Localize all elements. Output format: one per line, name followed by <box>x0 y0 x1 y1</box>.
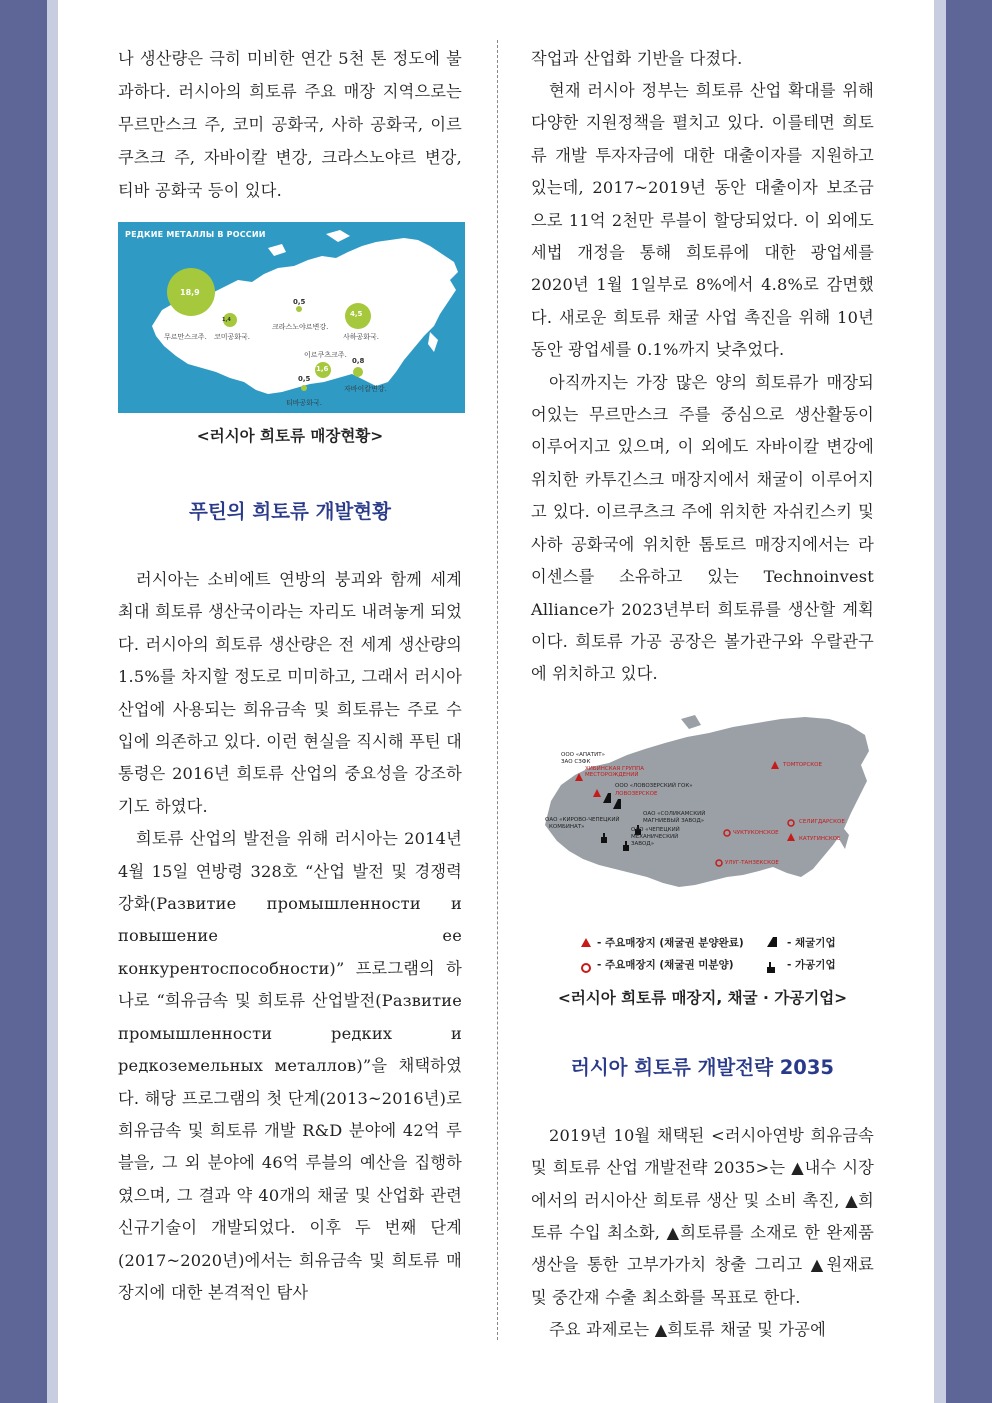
label-khibiny-1: ХИБИНСКАЯ ГРУППА <box>585 765 645 772</box>
russia-map-graphic <box>118 222 465 413</box>
label-chepetsk-1: ОАО «ЧЕПЕЦКИЙ <box>631 826 680 833</box>
page-border-right <box>946 0 992 1403</box>
label-irkutsk: 이르쿠츠크주. <box>304 351 347 359</box>
legend-triangle-icon <box>581 938 591 947</box>
island-north <box>326 230 350 242</box>
heading-putin-development: 푸틴의 희토류 개발현황 <box>189 500 391 523</box>
label-solikamsk-1: ОАО «СОЛИКАМСКИЙ <box>643 810 706 817</box>
deposits-map-legend <box>531 935 871 980</box>
russia-landmass-grey <box>545 717 869 887</box>
legend-circle-icon <box>582 964 590 972</box>
label-lovozero-gok: ООО «ЛОВОЗЕРСКИЙ ГОК» <box>615 782 693 789</box>
value-sakha: 4,5 <box>350 310 363 318</box>
page-border-left <box>0 0 47 1403</box>
legend-allocated: - 주요매장지 (채굴권 분양완료) <box>597 936 744 949</box>
legend-processing-icon <box>767 962 775 973</box>
label-seligdar: СЕЛИГДАРСКОЕ <box>799 818 845 825</box>
label-murmansk: 무르만스크주. <box>164 333 207 341</box>
label-chepetsk-3: ЗАВОД» <box>631 840 655 847</box>
label-chepetsk-2: МЕХАНИЧЕСКИЙ <box>631 833 679 840</box>
column-divider <box>497 40 498 1340</box>
page-border-right-inner <box>934 0 946 1403</box>
paragraph-putin-1: 러시아는 소비에트 연방의 붕괴와 함께 세계 최대 희토류 생산국이라는 자리도 내려놓게 되었다. 러시아의 희토류 생산량은 전 세계 생산량의 1.5%를 차지할 정도로 미미하고, 그래서 러시아 산업에 사용되는 희유금속 및 희토류는 주로 수입에 의존하고 있다. 이런 현실을 직시해 푸틴 대통령은 2016년 희토류 산업의 중요성을 강조하기도 하였다. <box>118 570 462 816</box>
value-krasnoyarsk: 0,5 <box>293 298 306 306</box>
label-kirovo-2: КОМБИНАТ» <box>549 823 585 830</box>
label-zabaikalsky: 자바이칼변강. <box>344 385 387 393</box>
left-column <box>118 42 462 1309</box>
deposits-map <box>531 705 871 935</box>
label-chuktukon: ЧУКТУКОНСКОЕ <box>733 829 779 836</box>
value-murmansk: 18,9 <box>180 288 200 297</box>
legend-mining-icon <box>767 937 777 947</box>
paragraph-intro: 나 생산량은 극히 미비한 연간 5천 톤 정도에 불과하다. 러시아의 희토류 주요 매장 지역으로는 무르만스크 주, 코미 공화국, 사하 공화국, 이르쿠츠크 주, 자바이칼 변강, 크라스노야르 변강, 티바 공화국 등이 있다. <box>118 49 462 200</box>
right-column <box>531 42 874 1347</box>
label-katugin: КАТУГИНСКОЕ <box>799 835 841 842</box>
label-ulug: УЛУГ-ТАНЗЕКСКОЕ <box>725 859 779 866</box>
island-north-grey <box>681 715 701 729</box>
legend-processing: - 가공기업 <box>787 958 836 971</box>
label-krasnoyarsk: 크라스노야르변강. <box>272 323 329 331</box>
value-komi: 1,4 <box>222 317 231 323</box>
paragraph-strategy: 2019년 10월 채택된 <러시아연방 희유금속 및 희토류 산업 개발전략 2035>는 ▲내수 시장에서의 러시아산 희토류 생산 및 소비 촉진, ▲희토류 수입 최소화, ▲희토류를 소재로 한 완제품 생산을 통한 고부가가치 창출 그리고 ▲원재료 및 중간재 수출 최소화를 목표로 한다. <box>531 1125 874 1307</box>
island-novaya-zemlya <box>268 244 286 256</box>
legend-mining: - 채굴기업 <box>787 936 836 949</box>
map1-title: РЕДКИЕ МЕТАЛЛЫ В РОССИИ <box>125 230 266 239</box>
value-tyva: 0,5 <box>298 375 311 383</box>
label-apatit: ООО «АПАТИТ» <box>561 751 605 758</box>
label-tyva: 티바공화국. <box>286 399 323 407</box>
heading-strategy-2035: 러시아 희토류 개발전략 2035 <box>570 1055 834 1079</box>
paragraph-main-tasks: 주요 과제로는 ▲희토류 채굴 및 가공에 <box>549 1320 826 1340</box>
value-irkutsk: 1,6 <box>316 365 329 373</box>
page-border-left-inner <box>47 0 58 1403</box>
legend-unallocated: - 주요매장지 (채굴권 미분양) <box>597 958 734 971</box>
bubble-zabaikalsky <box>353 367 363 377</box>
label-tomtor: ТОМТОРСКОЕ <box>783 761 822 768</box>
caption-reserve-status: <러시아 희토류 매장현황> <box>196 427 384 445</box>
label-solikamsk-2: МАГНИЕВЫЙ ЗАВОД» <box>643 817 705 824</box>
label-kirovo-1: ОАО «КИРОВО-ЧЕПЕЦКИЙ <box>545 816 620 823</box>
caption-deposits-companies: <러시아 희토류 매장지, 채굴 · 가공기업> <box>557 988 848 1007</box>
paragraph-support-policy: 현재 러시아 정부는 희토류 산업 확대를 위해 다양한 지원정책을 펼치고 있다. 이를테면 희토류 개발 투자자금에 대한 대출이자를 지원하고 있는데, 2017~2019년 동안 대출이자 보조금으로 11억 2천만 루블이 할당되었다. 이 외에도 세법 개정을 통해 희토류에 대한 광업세를 2020년 1월 1일부로 8%에서 4.8%로 감면했다. 새로운 희토류 채굴 사업 촉진을 위해 10년 동안 광업세를 0.1%까지 낮추었다. <box>531 81 874 360</box>
russia-landmass <box>152 238 458 394</box>
paragraph-production-sites: 아직까지는 가장 많은 양의 희토류가 매장되어있는 무르만스크 주를 중심으로 생산활동이 이루어지고 있으며, 이 외에도 자바이칼 변강에 위치한 카투긴스크 매장지에서 채굴이 이루어지고 있다. 이르쿠츠크 주에 위치한 자쉬킨스키 및 사하 공화국에 위치한 톰토르 매장지에서는 라이센스를 소유하고 있는 Technoinvest Alliance가 2023년부터 희토류를 생산할 계획이다. 희토류 가공 공장은 볼가관구와 우랄관구에 위치하고 있다. <box>531 372 874 684</box>
label-lovozero: ЛОВОЗЕРСКОЕ <box>615 790 658 797</box>
island-sakhalin <box>428 332 438 352</box>
paragraph-continued: 작업과 산업화 기반을 다졌다. <box>531 49 743 68</box>
rare-metals-map <box>118 222 465 413</box>
label-khibiny-2: МЕСТОРОЖДЕНИЙ <box>585 771 639 778</box>
value-zabaikalsky: 0,8 <box>352 357 365 365</box>
label-sfk: ЗАО СЗФК <box>561 758 591 765</box>
label-komi: 코미공화국. <box>214 333 251 341</box>
paragraph-putin-2: 희토류 산업의 발전을 위해 러시아는 2014년 4월 15일 연방령 328호 “산업 발전 및 경쟁력 강화(Развитие промышленности и повышение ее конкурентоспособности)” 프로그램의 하나로 “희유금속 및 희토류 산업발전(Развитие промышленности редких и редкоземельных металлов)”을 채택하였다. 해당 프로그램의 첫 단계(2013~2016년)로 희유금속 및 희토류 개발 R&D 분야에 42억 루블을, 그 외 분야에 46억 루블의 예산을 집행하였으며, 그 결과 약 40개의 채굴 및 산업화 관련 신규기술이 개발되었다. 이후 두 번째 단계(2017~2020년)에서는 희유금속 및 희토류 매장지에 대한 본격적인 탐사 <box>118 829 462 1302</box>
bubble-krasnoyarsk <box>296 306 302 312</box>
bubble-tyva <box>301 385 307 391</box>
label-sakha: 사하공화국. <box>343 333 380 341</box>
